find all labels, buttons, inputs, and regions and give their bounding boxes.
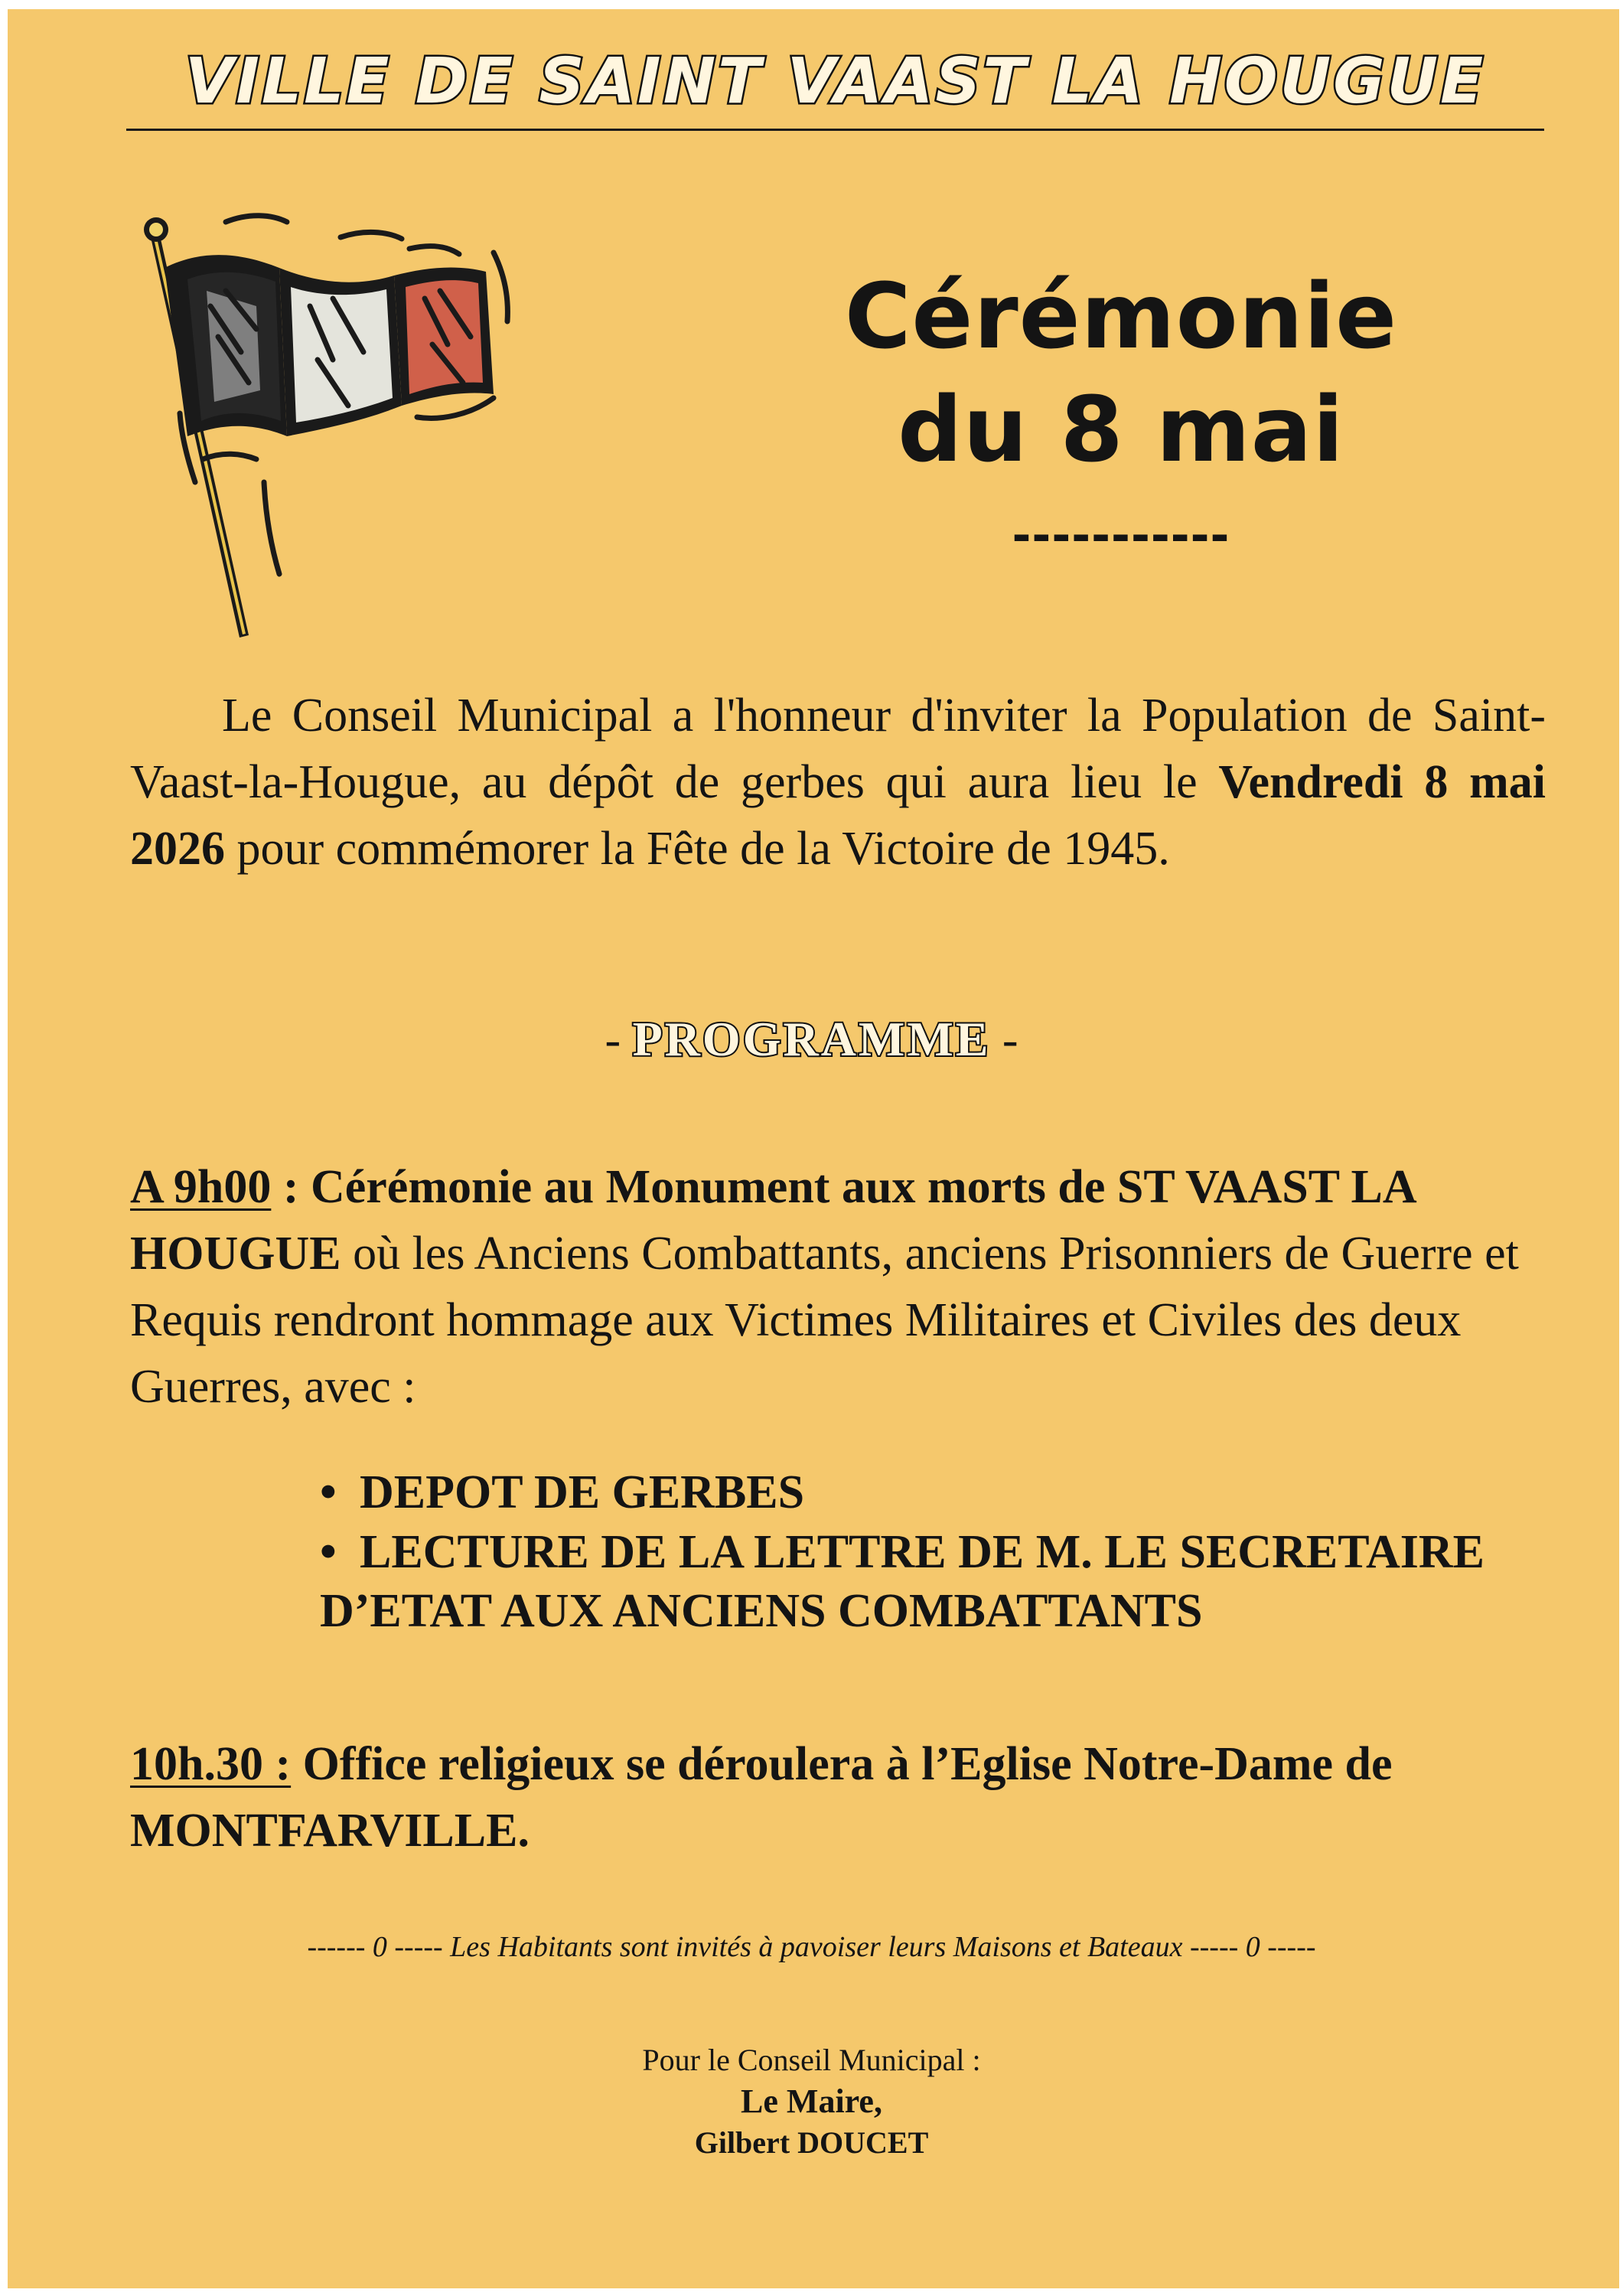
signature-name: Gilbert DOUCET bbox=[694, 2125, 929, 2160]
programme-item-morning bbox=[130, 1154, 1569, 1420]
invitation-text-1: Le Conseil Municipal a l'honneur d'inviter la Population de Saint-Vaast-la-Hougue, au dépôt de gerbes qui aura lieu le bbox=[130, 690, 1546, 808]
french-flag-icon bbox=[134, 207, 624, 651]
programme-heading bbox=[0, 1012, 1623, 1066]
ceremony-title bbox=[765, 260, 1477, 487]
town-header: VILLE DE SAINT VAAST LA HOUGUE bbox=[184, 45, 1486, 118]
morning-bold-text: Cérémonie au Monument aux morts de ST VAAST LA HOUGUE bbox=[130, 1161, 1415, 1280]
decoration-notice: ------ 0 ----- Les Habitants sont invités à pavoiser leurs Maisons et Bateaux ----- 0 ----- bbox=[307, 1931, 1316, 1963]
bullet-item bbox=[320, 1463, 1575, 1522]
invitation-text-2: pour commémorer la Fête de la Victoire de 1945. bbox=[236, 823, 1170, 875]
title-line-1: Cérémonie bbox=[844, 263, 1398, 369]
ceremony-bullet-list bbox=[320, 1463, 1575, 1642]
title-line-2: du 8 mai bbox=[898, 377, 1344, 482]
programme-dash-left: - bbox=[605, 1014, 621, 1066]
invitation-paragraph bbox=[130, 683, 1546, 882]
bullet-icon: • bbox=[320, 1526, 337, 1578]
bullet-text: DEPOT DE GERBES bbox=[360, 1466, 805, 1518]
morning-text: où les Anciens Combattants, anciens Prisonniers de Guerre et Requis rendront hommage aux Victimes Militaires et Civiles des deux Guerres, avec : bbox=[130, 1228, 1519, 1413]
morning-time: A 9h00 bbox=[130, 1161, 272, 1213]
bullet-text: LECTURE DE LA LETTRE DE M. LE SECRETAIRE D’ETAT AUX ANCIENS COMBATTANTS bbox=[320, 1526, 1484, 1637]
signature-title: Le Maire, bbox=[741, 2082, 882, 2120]
bullet-item bbox=[320, 1523, 1575, 1641]
invitation-date: Vendredi 8 mai 2026 bbox=[130, 756, 1546, 875]
header-rule bbox=[126, 129, 1544, 131]
signature-line-1: Pour le Conseil Municipal : bbox=[642, 2043, 981, 2077]
programme-item-mass bbox=[130, 1731, 1584, 1864]
title-divider: ----------- bbox=[1012, 509, 1230, 563]
programme-dash-right: - bbox=[1002, 1014, 1018, 1066]
morning-sep: : bbox=[271, 1161, 299, 1213]
mass-time: 10h.30 : bbox=[130, 1738, 292, 1790]
mass-text: Office religieux se déroulera à l’Eglise Notre-Dame de MONTFARVILLE. bbox=[130, 1738, 1393, 1857]
bullet-icon: • bbox=[320, 1466, 337, 1518]
programme-title: PROGRAMME bbox=[632, 1012, 991, 1066]
